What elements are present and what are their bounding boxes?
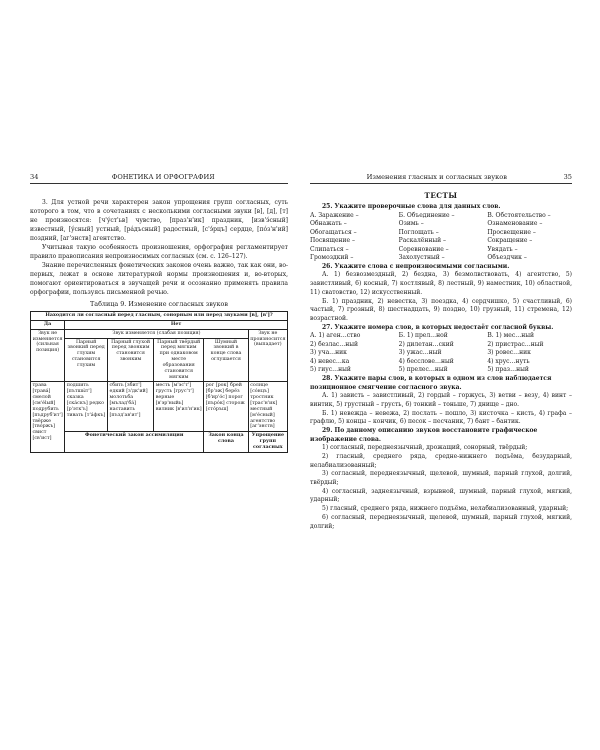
paragraph-orthography-rule: Учитывая такую особенность произношения, орфография регламентирует правило правописания непроизносимых согласных (см. с. 126–127). — [30, 244, 288, 260]
table-no: Нет — [65, 320, 288, 329]
question-26-a: А. 1) безвозмездный, 2) бездна, 3) безмолвствовать, 4) агентство, 5) завистливый, 6) косный, 7) костлявый, 8) лестный, 9) наместник, 10) областной, 11) сватовство, 12) искусственный. — [310, 271, 572, 296]
q27-cell: 5) гиус…ный — [310, 366, 351, 374]
q27-cell: В. 1) мес…ный — [487, 332, 534, 340]
q25-cell: В. Обстоятельство – — [487, 211, 551, 219]
paragraph-knowledge: Знание перечисленных фонетических законов очень важно, так как они, во-первых, лежат в основе литературной нормы произношения и, во-вторых, помогают ориентироваться в звучащей речи и осознанно применять правила орфографии, пользуясь письменной речью. — [30, 262, 288, 296]
q27-cell: 4) невес…ка — [310, 357, 350, 365]
question-27: 27. Укажите номера слов, в которых недостаёт согласной буквы. — [322, 323, 554, 331]
q25-cell: Обнажать – — [310, 220, 347, 228]
right-running-head — [310, 173, 572, 184]
q25-cell: Увядать – — [487, 245, 518, 253]
question-29-item: 3) согласный, переднеязычный, щелевой, шумный, парный глухой, долгий, твёрдый; — [310, 470, 572, 487]
right-page — [310, 173, 572, 568]
q25-cell: Объездчик – — [487, 254, 527, 262]
question-29-list — [310, 444, 572, 531]
table-ex-drop: солнце [сóнцъ] тростник [трас'н'ик] местный [м'éсный] агентство [аг'энств] — [248, 382, 287, 432]
question-29: 29. По данному описанию звуков восстановите графическое изображение слова. — [310, 426, 538, 443]
table-c2: Парный глухой перед звонким становится звонким — [108, 338, 154, 382]
table-ex4: рог [рок] брей [бр'эж] берёз [б'ир'óс] порог [пърóк] сторож [стóръш] — [204, 382, 248, 432]
q25-cell: Раскалённый – — [398, 237, 446, 245]
question-27-table — [310, 332, 572, 375]
q25-cell: Слипаться – — [310, 245, 349, 253]
question-29-item: 4) согласный, заднеязычный, взрывной, шумный, парный глухой, мягкий, ударный; — [310, 487, 572, 504]
table-col-dropped: Звук не произносится (выпадает) — [248, 329, 287, 382]
tests-title: ТЕСТЫ — [424, 191, 458, 200]
q25-cell: Просвещение – — [487, 228, 536, 236]
question-26: 26. Укажите слова с непроизносимыми согласными. — [322, 262, 510, 270]
table-c3: Парный твёрдый перед мягким при однаковом месте образования становится мягким — [154, 338, 204, 382]
table-change-header: Звук изменяется (слабая позиция) — [65, 329, 248, 338]
question-28: 28. Укажите пары слов, в которых в одном из слов наблюдается позиционное смягчение согласного звука. — [310, 374, 552, 391]
question-26-b: Б. 1) праздник, 2) невестка, 3) поездка, 4) сердчишко, 5) счастливый, 6) частый, 7) грозный, 8) шестнадцать, 9) поздно, 10) грузный, 11) стремена, 12) возрастной. — [310, 297, 572, 322]
q27-cell: А. 1) аген…ство — [310, 332, 361, 340]
q27-cell: 3) уча…ник — [310, 349, 347, 357]
paragraph-law-simplification: 3. Для устной речи характерен закон упрощения групп согласных, суть которого в том, что в сочетаниях с несколькими согласными звуки [в], [д], [т] не произносятся: [ч'ýст'ьв] чувство, [праз'н'ик] праздник, [изв'э́сный] известный, [ýсный] устный, [рáдъсный] радостный, [с'э́рцъ] сердце, [пóз'н'ий] поздний, [аг'энств] агентство. — [30, 199, 288, 242]
q25-cell: Соревнование – — [398, 245, 449, 253]
table-ex3: месть [м'эс'т'] грусть [грус'т'] верные [в'эр'ныйь] вилник [в'ил'н'ик] — [154, 382, 204, 432]
left-running-title: ФОНЕТИКА И ОРФОГРАФИЯ — [111, 173, 215, 181]
q25-cell: Поглощать – — [398, 228, 439, 236]
question-28-a: А. 1) зависть – завистливый, 2) гордый – горжусь, 3) ветви – везу, 4) винт – винтик, 5) грустный – грусть, 6) тонкий – тоньше, 7) днище – дно. — [310, 392, 572, 408]
q27-cell: 2) пристрас…ный — [487, 340, 544, 348]
q25-cell: Сокращение – — [487, 237, 533, 245]
table-top-header: Находится ли согласный перед гласным, сонорным или перед звуками [в], [в']? — [31, 312, 288, 321]
table-c4: Шумный звонкий в конце слова оглушается — [204, 338, 248, 382]
q25-cell: Посвящение – — [310, 237, 355, 245]
q27-cell: 3) ровес…ник — [487, 349, 531, 357]
left-page-number: 34 — [30, 173, 39, 181]
left-page — [30, 173, 288, 568]
q25-cell: А. Заражение – — [310, 211, 359, 219]
q27-cell: 5) прелес…ный — [398, 366, 448, 374]
q27-cell: 2) дилетан…ский — [398, 340, 454, 348]
q25-cell: Ознаменование – — [487, 220, 543, 228]
q25-cell: Захолустный – — [398, 254, 445, 262]
question-25: 25. Укажите проверочные слова для данных слов. — [322, 203, 501, 210]
consonant-changes-table — [30, 311, 288, 453]
table-yes: Да — [31, 320, 65, 329]
question-29-item: 1) согласный, переднеязычный, дрожащий, сонорный, твёрдый; — [322, 444, 528, 452]
table-ex1: подшить [пътшы́т'] сказка [скáскъ] редко [р'этк'ъ] тивать [т'áфкъ] — [65, 382, 108, 432]
q25-cell: Обогащаться – — [310, 228, 357, 236]
q27-cell: 5) праз…ный — [487, 366, 529, 374]
table-foot-simplification: Упрощение групп согласных — [248, 432, 287, 453]
right-page-number: 35 — [563, 173, 572, 181]
q25-cell: Озимь – — [398, 220, 424, 228]
question-25-table — [310, 212, 572, 263]
table-caption: Таблица 9. Изменение согласных звуков — [90, 300, 228, 308]
q27-cell: 4) хрус…нуть — [487, 357, 530, 365]
q27-cell: 4) бесслове…ный — [398, 357, 454, 365]
table-col-strong: Звук не изменяется (сильная позиция) — [31, 329, 65, 382]
q27-cell: Б. 1) прел…ной — [398, 332, 448, 340]
left-running-head — [30, 173, 288, 184]
q27-cell: 3) ужас…ный — [398, 349, 442, 357]
question-28-b: Б. 1) невежда – невежа, 2) послать – пошло, 3) кисточка – кисть, 4) графа – графлю, 5) концы – кончик, 6) песок – песчаник, 7) бант – бантик. — [310, 409, 572, 426]
table-foot-assimilation: Фонетический закон ассимиляции — [65, 432, 204, 453]
question-29-item: 5) гласный, среднего ряда, нижнего подъёма, нелабиализованный, ударный; — [322, 505, 569, 513]
table-ex-strong: трава [травá] смелой [см'élый] подрубить [пъдруб'ит'] твёрже [твóржъ] свист [св'ист] — [31, 382, 65, 452]
q27-cell: 2) безлас…ный — [310, 340, 359, 348]
q25-cell: Б. Объединение – — [398, 211, 455, 219]
q25-cell: Громоздкий – — [310, 254, 354, 262]
right-running-title: Изменения гласных и согласных звуков — [366, 173, 507, 181]
table-ex2: сбить [збит'] едкий [з'дк'ий] молотьба [мълад'бá] наставить [пъзд'ав'ит'] — [108, 382, 154, 432]
table-c1: Парный звонкий перед глухим становится глухим — [65, 338, 108, 382]
question-29-item: 6) согласный, переднеязычный, щелевой, шумный, парный глухой, мягкий, долгий; — [310, 513, 572, 530]
question-29-item: 2) гласный, среднего ряда, средне-нижнего подъёма, безударный, нелабиализованный; — [310, 453, 572, 469]
table-foot-end: Закон конца слова — [204, 432, 248, 453]
